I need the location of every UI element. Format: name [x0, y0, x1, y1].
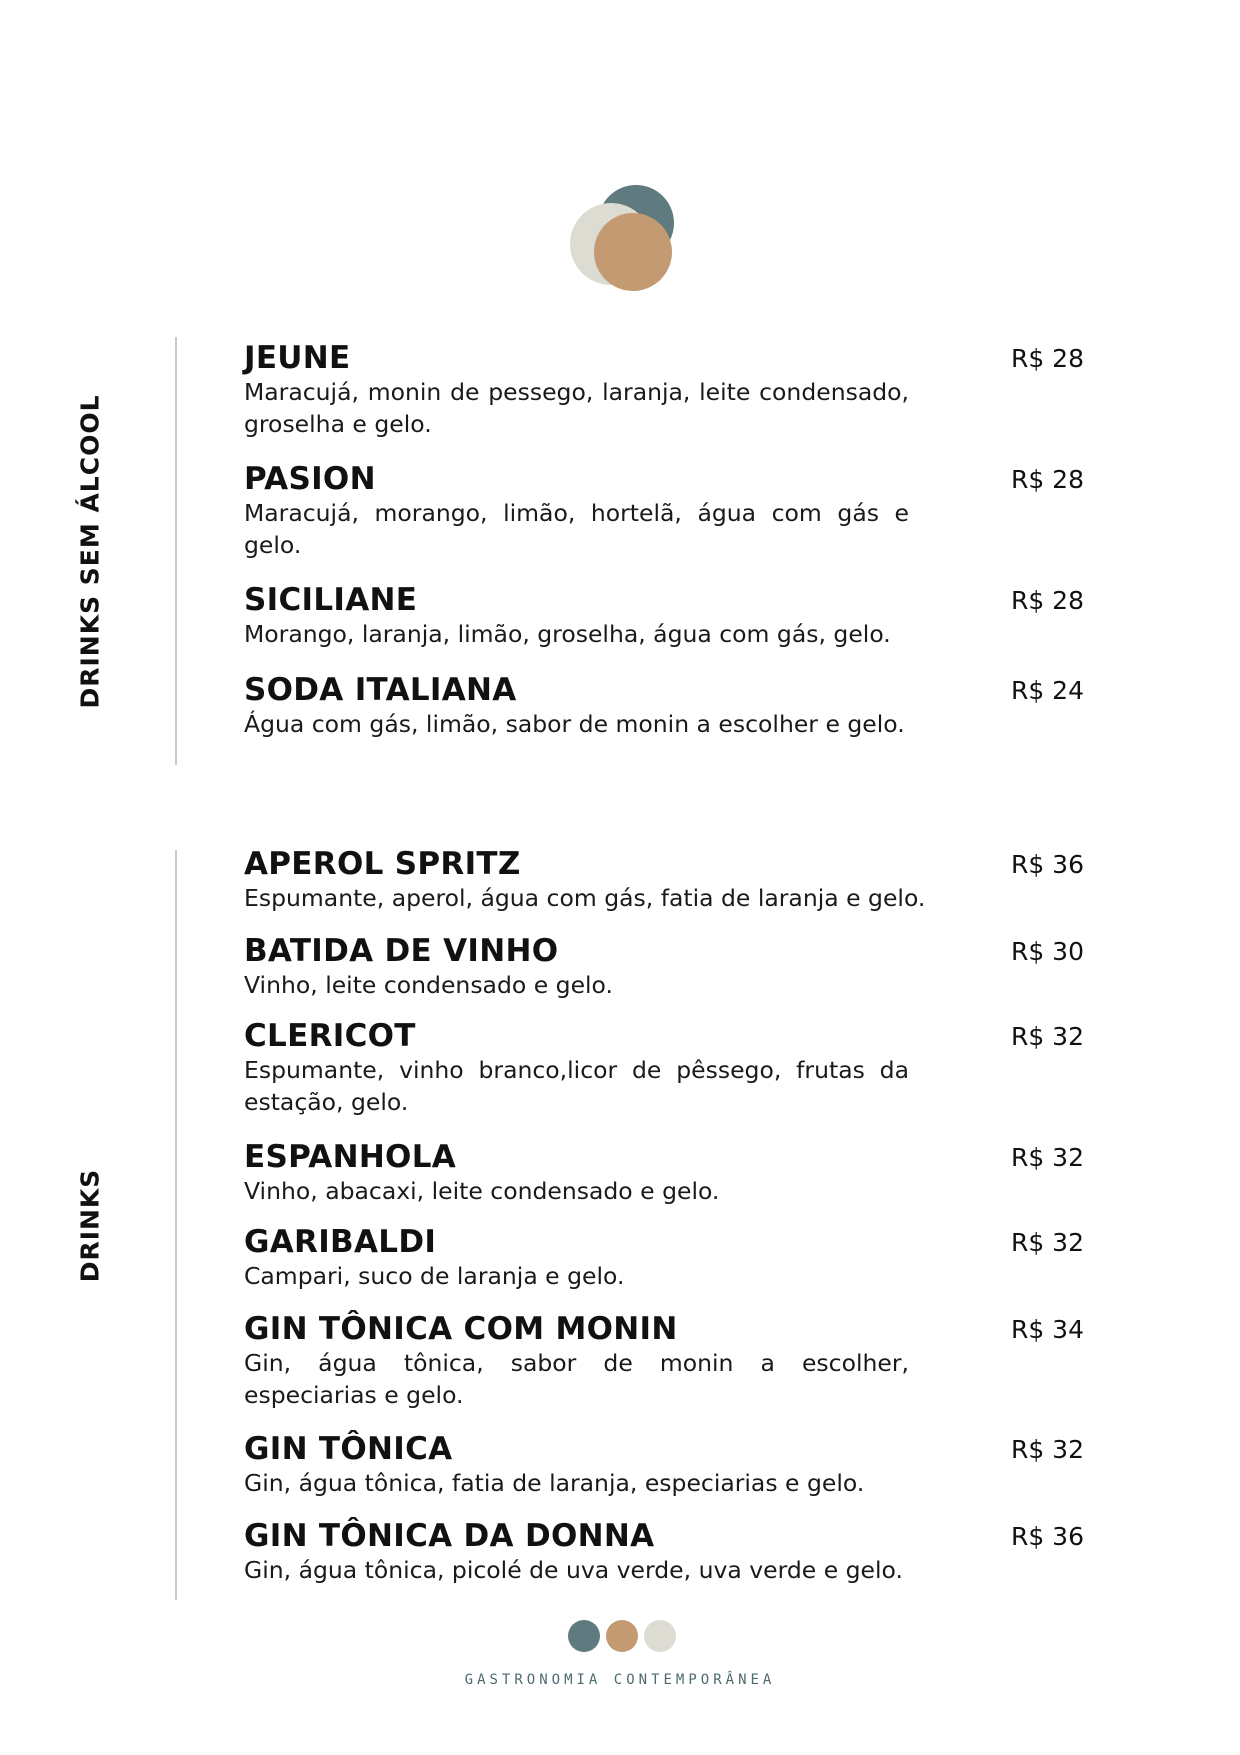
- item-price: R$ 32: [1010, 1143, 1084, 1172]
- item-name: GIN TÔNICA COM MONIN: [244, 1311, 678, 1347]
- menu-item: [244, 1018, 1084, 1118]
- item-description: Campari, suco de laranja e gelo.: [244, 1262, 625, 1290]
- item-name: BATIDA DE VINHO: [244, 933, 559, 969]
- item-name: GARIBALDI: [244, 1224, 437, 1260]
- item-name: SODA ITALIANA: [244, 672, 517, 708]
- menu-item: [244, 461, 1084, 561]
- item-price: R$ 30: [1010, 937, 1084, 966]
- menu-item: [244, 1224, 1084, 1292]
- section-divider: [175, 337, 177, 765]
- item-name: PASION: [244, 461, 376, 497]
- item-description: Gin, água tônica, fatia de laranja, especiarias e gelo.: [244, 1469, 865, 1497]
- item-name: GIN TÔNICA: [244, 1431, 453, 1467]
- item-price: R$ 36: [1010, 850, 1084, 879]
- item-price: R$ 32: [1010, 1435, 1084, 1464]
- menu-item: [244, 1139, 1084, 1207]
- section-divider: [175, 850, 177, 1600]
- item-price: R$ 28: [1010, 586, 1084, 615]
- item-name: CLERICOT: [244, 1018, 416, 1054]
- item-price: R$ 36: [1010, 1522, 1084, 1551]
- item-description: Vinho, leite condensado e gelo.: [244, 971, 613, 999]
- item-name: APEROL SPRITZ: [244, 846, 521, 882]
- item-price: R$ 34: [1010, 1315, 1084, 1344]
- footer-tagline: GASTRONOMIA CONTEMPORÂNEA: [464, 1672, 776, 1688]
- item-description: Água com gás, limão, sabor de monin a escolher e gelo.: [244, 710, 905, 738]
- menu-item: [244, 1311, 1084, 1411]
- item-price: R$ 28: [1010, 465, 1084, 494]
- item-name: GIN TÔNICA DA DONNA: [244, 1518, 655, 1554]
- item-description: Gin, água tônica, picolé de uva verde, uva verde e gelo.: [244, 1556, 903, 1584]
- menu-item: [244, 1518, 1084, 1586]
- menu-item: [244, 846, 1084, 914]
- three-dots-logo-icon: [568, 1620, 678, 1654]
- item-name: SICILIANE: [244, 582, 418, 618]
- menu-item: [244, 1431, 1084, 1499]
- item-description: Espumante, aperol, água com gás, fatia de laranja e gelo.: [244, 884, 926, 912]
- item-description: Maracujá, monin de pessego, laranja, leite condensado, groselha e gelo.: [244, 378, 909, 438]
- item-description: Espumante, vinho branco,licor de pêssego, frutas da estação, gelo.: [244, 1056, 909, 1116]
- item-name: ESPANHOLA: [244, 1139, 457, 1175]
- item-description: Morango, laranja, limão, groselha, água com gás, gelo.: [244, 620, 891, 648]
- item-price: R$ 32: [1010, 1228, 1084, 1257]
- menu-item: [244, 672, 1084, 740]
- menu-item: [244, 933, 1084, 1001]
- item-description: Maracujá, morango, limão, hortelã, água com gás e gelo.: [244, 499, 909, 559]
- item-price: R$ 32: [1010, 1022, 1084, 1051]
- item-name: JEUNE: [244, 340, 351, 376]
- item-price: R$ 28: [1010, 344, 1084, 373]
- menu-item: [244, 340, 1084, 440]
- section-label: DRINKS SEM ÁLCOOL: [75, 393, 105, 709]
- item-description: Gin, água tônica, sabor de monin a escolher, especiarias e gelo.: [244, 1349, 909, 1409]
- menu-item: [244, 582, 1084, 650]
- three-circles-logo-icon: [570, 185, 682, 293]
- section-label: DRINKS: [75, 1168, 105, 1282]
- item-price: R$ 24: [1010, 676, 1084, 705]
- item-description: Vinho, abacaxi, leite condensado e gelo.: [244, 1177, 720, 1205]
